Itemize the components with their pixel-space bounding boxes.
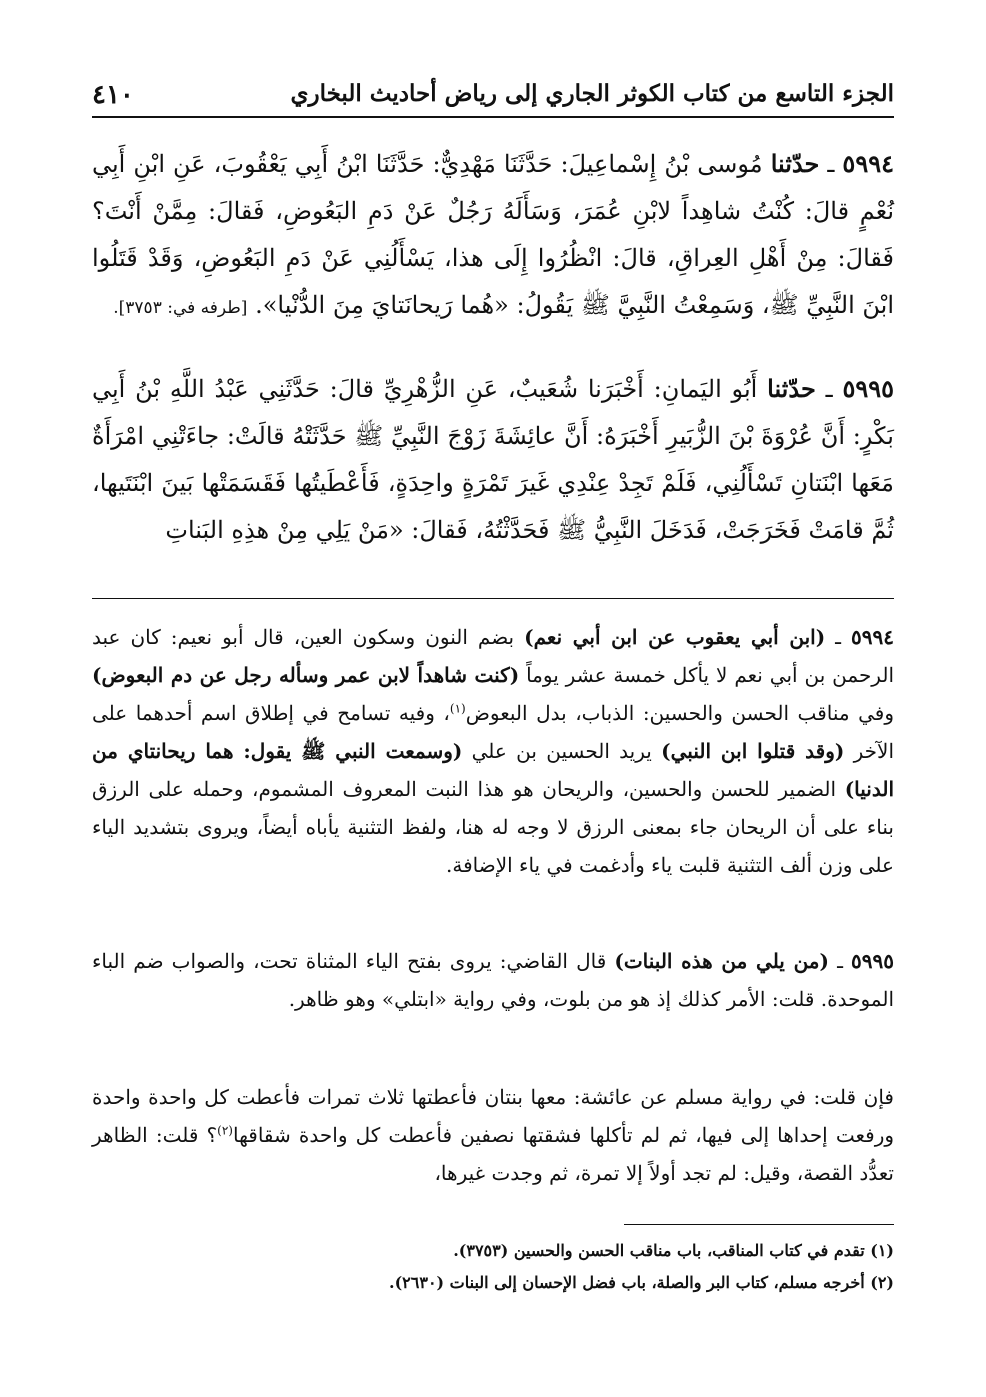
page-number: ٤١٠: [92, 80, 134, 110]
hadith-number: ٥٩٩٥: [842, 374, 894, 403]
footnote-mark: (١): [870, 1241, 894, 1260]
hadith-number: ٥٩٩٤: [842, 149, 894, 178]
note-text: الضمير للحسن والحسين، والريحان هو هذا النبت المعروف المشموم، وحمله على الرزق بناء على أن الريحان جاء بمعنى الرزق لا وجه له هنا، ولفظ التثنية يأباه أيضاً، ويروى بتشديد الياء على وزن ألف التثنية قلبت ياء وأدغمت في ياء الإضافة.: [92, 777, 894, 877]
hadith-text: أَبُو اليَمانِ: أَخْبَرَنا شُعَيبٌ، عَنِ الزُّهْرِيِّ قالَ: حَدَّثَنِي عَبْدُ اللَّهِ بْنُ أَبِي بَكْرٍ: أَنَّ عُرْوَةَ بْنَ الزُّبَيرِ أَخْبَرَهُ: أَنَّ عائِشَةَ زَوْجَ النَّبِيِّ ﷺ حَدَّثَتْهُ قالَتْ: جاءَتْنِي امْرَأَةٌ مَعَها ابْنَتانِ تَسْأَلُنِي، فَلَمْ تَجِدْ عِنْدِي غَيرَ تَمْرَةٍ واحِدَةٍ، فَأَعْطَيتُها فَقَسَمَتْها بَينَ ابْنَتَيها، ثُمَّ قامَتْ فَخَرَجَتْ، فَدَخَلَ النَّبِيُّ ﷺ فَحَدَّثْتُهُ، فَقالَ: «مَنْ يَلِي مِنْ هذِهِ البَناتِ: [92, 375, 894, 544]
hadith-lead: حدّثنا: [767, 374, 816, 403]
footnote-text: أخرجه مسلم، كتاب البر والصلة، باب فضل الإحسان إلى البنات (٢٦٣٠).: [389, 1273, 865, 1292]
header-divider: [92, 116, 894, 118]
footnote-marker[interactable]: (١): [449, 701, 466, 716]
hadith-lead: حدّثنا: [770, 149, 820, 178]
hadith-reference: [طرفه في: ٣٧٥٣].: [113, 298, 248, 318]
note-quote: (من يلي من هذه البنات): [614, 949, 829, 973]
note-text: فإن قلت: في رواية مسلم عن عائشة: معها بنتان فأعطتها ثلاث تمرات فأعطت كل واحدة واحدة ورفعت إحداها إلى فيها، ثم لم تأكلها فشقتها نصفين فأعطت كل واحدة شقاقها: [92, 1085, 895, 1147]
note-text: يريد الحسين بن علي: [462, 739, 662, 763]
note-text: قال القاضي: يروى بفتح الياء المثناة تحت، والصواب ضم الباء الموحدة. قلت: الأمر كذلك إذ هو من بلوت، وفي رواية «ابتلي» وهو ظاهر.: [92, 949, 894, 1011]
note-text: وفي مناقب الحسن والحسين: الذباب، بدل البعوض: [465, 701, 895, 725]
footnote-2: [92, 1268, 894, 1298]
commentary-5994: ٥٩٩٤ ـ (ابن أبي يعقوب عن ابن أبي نعم) بضم النون وسكون العين، قال أبو نعيم: كان عبد الرحمن بن أبي نعم لا يأكل خمسة عشر يوماً (كنت شاهداً لابن عمر وسأله رجل عن دم البعوض) وفي مناقب الحسن والحسين: الذباب، بدل البعوض$^{(١)}$، وفيه تسامح في إطلاق اسم أحدهما على الآخر (وقد قتلوا ابن النبي) يريد الحسين بن علي (وسمعت النبي ﷺ يقول: هما ريحانتاي من الدنيا) الضمير للحسن والحسين، والريحان هو هذا النبت المعروف المشموم، وحمله على الرزق بناء على أن الريحان جاء بمعنى الرزق لا وجه له هنا، ولفظ التثنية يأباه أيضاً، ويروى بتشديد الياء على وزن ألف التثنية قلبت ياء وأدغمت في ياء الإضافة.: [92, 625, 895, 877]
note-number: ٥٩٩٤: [851, 625, 894, 649]
note-quote: (وقد قتلوا ابن النبي): [661, 739, 845, 763]
hadith-5995: ٥٩٩٥ ـ حدّثنا أَبُو اليَمانِ: أَخْبَرَنا شُعَيبٌ، عَنِ الزُّهْرِيِّ قالَ: حَدَّثَنِي عَبْدُ اللَّهِ بْنُ أَبِي بَكْرٍ: أَنَّ عُرْوَةَ بْنَ الزُّبَيرِ أَخْبَرَهُ: أَنَّ عائِشَةَ زَوْجَ النَّبِيِّ ﷺ حَدَّثَتْهُ قالَتْ: جاءَتْنِي امْرَأَةٌ مَعَها ابْنَتانِ تَسْأَلُنِي، فَلَمْ تَجِدْ عِنْدِي غَيرَ تَمْرَةٍ واحِدَةٍ، فَأَعْطَيتُها فَقَسَمَتْها بَينَ ابْنَتَيها، ثُمَّ قامَتْ فَخَرَجَتْ، فَدَخَلَ النَّبِيُّ ﷺ فَحَدَّثْتُهُ، فَقالَ: «مَنْ يَلِي مِنْ هذِهِ البَناتِ: [92, 374, 894, 544]
footnote-mark: (٢): [870, 1273, 894, 1292]
note-quote: (وسمعت النبي ﷺ يقول: هما ريحانتاي من الدنيا): [92, 739, 894, 801]
header-title: الجزء التاسع من كتاب الكوثر الجاري إلى رياض أحاديث البخاري: [290, 80, 894, 107]
note-number: ٥٩٩٥: [851, 949, 894, 973]
commentary-5995: ٥٩٩٥ ـ (من يلي من هذه البنات) قال القاضي: يروى بفتح الياء المثناة تحت، والصواب ضم الباء الموحدة. قلت: الأمر كذلك إذ هو من بلوت، وفي رواية «ابتلي» وهو ظاهر.: [92, 949, 894, 1011]
commentary-divider: [92, 598, 894, 599]
running-header: [92, 80, 894, 112]
footnote-1: [92, 1236, 894, 1266]
hadith-text: مُوسى بْنُ إِسْماعِيلَ: حَدَّثَنَا مَهْدِيٌّ: حَدَّثَنَا ابْنُ أَبِي يَعْقُوبَ، عَنِ ابْنِ أَبِي نُعْمٍ قالَ: كُنْتُ شاهِداً لابْنِ عُمَرَ، وَسَأَلَهُ رَجُلٌ عَنْ دَمِ البَعُوضِ، فَقالَ: مِمَّنْ أَنْتَ؟ فَقالَ: مِنْ أَهْلِ العِراقِ، قالَ: انْظُرُوا إِلَى هذا، يَسْأَلُنِي عَنْ دَمِ البَعُوضِ، وَقَدْ قَتَلُوا ابْنَ النَّبِيِّ ﷺ، وَسَمِعْتُ النَّبِيَّ ﷺ يَقُولُ: «هُما رَيحانَتايَ مِنَ الدُّنْيا».: [92, 150, 894, 319]
footnote-marker[interactable]: (٢): [217, 1123, 233, 1138]
note-text: ؟ قلت: الظاهر تعدُّد القصة، وقيل: لم تجد أولاً إلا تمرة، ثم وجدت غيرها،: [92, 1123, 894, 1185]
note-quote: (كنت شاهداً لابن عمر وسأله رجل عن دم البعوض): [92, 663, 520, 687]
note-text: ، وفيه تسامح في إطلاق اسم أحدهما على الآخر: [92, 701, 894, 763]
note-text: بضم النون وسكون العين، قال أبو نعيم: كان عبد الرحمن بن أبي نعم لا يأكل خمسة عشر يوماً: [92, 625, 894, 687]
commentary-question: [92, 1078, 894, 1192]
footnote-text: تقدم في كتاب المناقب، باب مناقب الحسن والحسين (٣٧٥٣).: [453, 1241, 865, 1260]
note-quote: (ابن أبي يعقوب عن ابن أبي نعم): [524, 625, 826, 649]
footnote-divider: [624, 1224, 894, 1225]
hadith-5994: ٥٩٩٤ ـ حدّثنا مُوسى بْنُ إِسْماعِيلَ: حَدَّثَنَا مَهْدِيٌّ: حَدَّثَنَا ابْنُ أَبِي يَعْقُوبَ، عَنِ ابْنِ أَبِي نُعْمٍ قالَ: كُنْتُ شاهِداً لابْنِ عُمَرَ، وَسَأَلَهُ رَجُلٌ عَنْ دَمِ البَعُوضِ، فَقالَ: مِمَّنْ أَنْتَ؟ فَقالَ: مِنْ أَهْلِ العِراقِ، قالَ: انْظُرُوا إِلَى هذا، يَسْأَلُنِي عَنْ دَمِ البَعُوضِ، وَقَدْ قَتَلُوا ابْنَ النَّبِيِّ ﷺ، وَسَمِعْتُ النَّبِيَّ ﷺ يَقُولُ: «هُما رَيحانَتايَ مِنَ الدُّنْيا». [طرفه في: ٣٧٥٣].: [92, 149, 894, 319]
